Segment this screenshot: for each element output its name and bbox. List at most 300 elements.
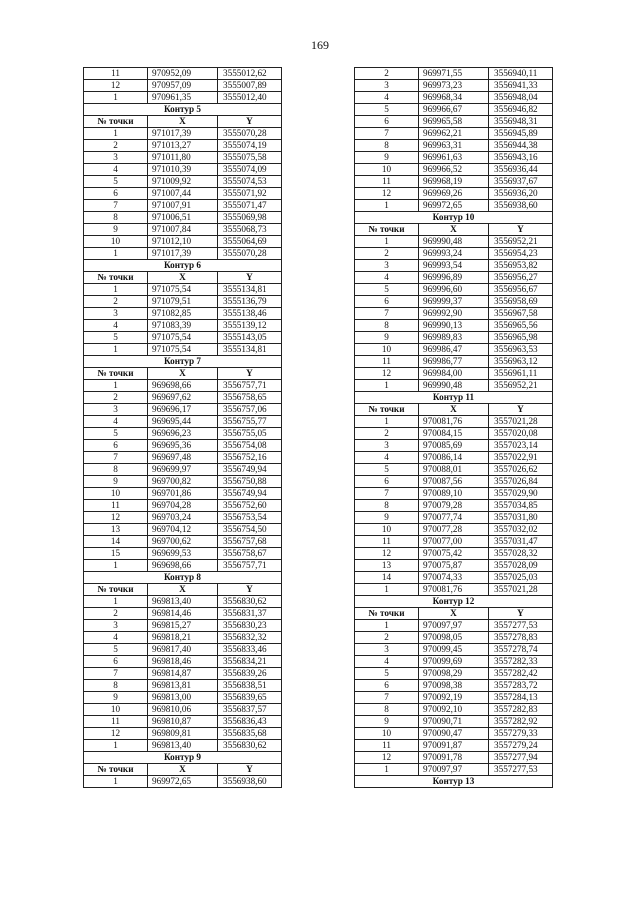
x-coordinate-cell: 969700,82 (148, 476, 218, 488)
y-coordinate-cell: 3556836,43 (218, 716, 282, 728)
x-coordinate-cell: 970079,28 (419, 500, 489, 512)
y-coordinate-cell: 3557022,91 (489, 452, 553, 464)
point-number-cell: 2 (84, 140, 148, 152)
y-coordinate-cell: 3556965,98 (489, 332, 553, 344)
y-coordinate-cell: 3555071,47 (218, 200, 282, 212)
x-coordinate-cell: 969701,86 (148, 488, 218, 500)
contour-title-row (355, 212, 553, 224)
contour-title-row (84, 104, 282, 116)
table-row (84, 128, 282, 140)
y-coordinate-cell: 3556954,23 (489, 248, 553, 260)
point-number-cell: 4 (355, 656, 419, 668)
table-row (355, 296, 553, 308)
x-coordinate-cell: 971082,85 (148, 308, 218, 320)
table-row (355, 452, 553, 464)
y-coordinate-cell: 3555071,92 (218, 188, 282, 200)
y-coordinate-cell: 3555064,69 (218, 236, 282, 248)
point-number-cell: 3 (355, 260, 419, 272)
table-row (84, 248, 282, 260)
x-coordinate-cell: 970092,19 (419, 692, 489, 704)
table-row (84, 428, 282, 440)
point-number-cell: 8 (355, 704, 419, 716)
point-number-cell: 10 (355, 164, 419, 176)
x-coordinate-cell: 969696,17 (148, 404, 218, 416)
x-coordinate-cell: 970087,56 (419, 476, 489, 488)
x-coordinate-cell: 969696,23 (148, 428, 218, 440)
x-coordinate-cell: 969704,28 (148, 500, 218, 512)
x-header: X (148, 116, 218, 128)
y-coordinate-cell: 3556938,60 (489, 200, 553, 212)
y-coordinate-cell: 3555074,19 (218, 140, 282, 152)
table-row (84, 608, 282, 620)
table-row (355, 68, 553, 80)
y-coordinate-cell: 3557031,80 (489, 512, 553, 524)
table-row (355, 428, 553, 440)
y-coordinate-cell: 3556753,54 (218, 512, 282, 524)
y-coordinate-cell: 3556936,20 (489, 188, 553, 200)
y-coordinate-cell: 3556752,16 (218, 452, 282, 464)
point-number-cell: 11 (84, 500, 148, 512)
x-coordinate-cell: 969963,31 (419, 140, 489, 152)
y-coordinate-cell: 3557282,83 (489, 704, 553, 716)
y-coordinate-cell: 3556943,16 (489, 152, 553, 164)
x-coordinate-cell: 969968,19 (419, 176, 489, 188)
table-row (355, 572, 553, 584)
table-row (355, 356, 553, 368)
table-row (355, 416, 553, 428)
y-coordinate-cell: 3556937,67 (489, 176, 553, 188)
table-row (84, 656, 282, 668)
point-number-cell: 1 (355, 620, 419, 632)
y-coordinate-cell: 3556941,33 (489, 80, 553, 92)
x-coordinate-cell: 969966,52 (419, 164, 489, 176)
table-row (355, 728, 553, 740)
table-row (84, 512, 282, 524)
point-number-cell: 5 (355, 284, 419, 296)
y-coordinate-cell: 3557028,32 (489, 548, 553, 560)
x-coordinate-cell: 969814,87 (148, 668, 218, 680)
contour-title: Контур 12 (355, 596, 553, 608)
point-number-cell: 6 (355, 680, 419, 692)
point-number-cell: 11 (84, 716, 148, 728)
y-coordinate-cell: 3556948,04 (489, 92, 553, 104)
y-coordinate-cell: 3556956,67 (489, 284, 553, 296)
y-coordinate-cell: 3557284,13 (489, 692, 553, 704)
point-number-cell: 12 (84, 728, 148, 740)
y-coordinate-cell: 3556754,08 (218, 440, 282, 452)
y-coordinate-cell: 3557277,53 (489, 620, 553, 632)
y-coordinate-cell: 3557282,92 (489, 716, 553, 728)
table-row (355, 260, 553, 272)
y-coordinate-cell: 3557021,28 (489, 584, 553, 596)
x-coordinate-cell: 969990,48 (419, 236, 489, 248)
point-number-cell: 3 (84, 620, 148, 632)
point-number-cell: 8 (84, 464, 148, 476)
point-number-cell: 5 (84, 644, 148, 656)
x-coordinate-cell: 971006,51 (148, 212, 218, 224)
table-header-row (355, 404, 553, 416)
contour-title: Контур 9 (84, 752, 282, 764)
point-number-cell: 1 (355, 764, 419, 776)
point-number-cell: 12 (355, 548, 419, 560)
point-number-cell: 9 (355, 512, 419, 524)
x-coordinate-cell: 970957,09 (148, 80, 218, 92)
x-header: X (148, 368, 218, 380)
table-row (84, 392, 282, 404)
x-coordinate-cell: 971079,51 (148, 296, 218, 308)
x-coordinate-cell: 969817,40 (148, 644, 218, 656)
y-coordinate-cell: 3556833,46 (218, 644, 282, 656)
table-row (84, 380, 282, 392)
point-number-cell: 7 (355, 692, 419, 704)
x-coordinate-cell: 971017,39 (148, 248, 218, 260)
x-coordinate-cell: 969996,60 (419, 284, 489, 296)
x-coordinate-cell: 970099,45 (419, 644, 489, 656)
x-coordinate-cell: 969695,36 (148, 440, 218, 452)
y-coordinate-cell: 3557023,14 (489, 440, 553, 452)
x-coordinate-cell: 970952,09 (148, 68, 218, 80)
y-coordinate-cell: 3556749,94 (218, 464, 282, 476)
table-row (84, 440, 282, 452)
y-header: Y (218, 764, 282, 776)
table-row (355, 548, 553, 560)
y-coordinate-cell: 3556944,38 (489, 140, 553, 152)
x-header: X (148, 584, 218, 596)
table-header-row (355, 608, 553, 620)
point-number-cell: 8 (355, 320, 419, 332)
table-row (355, 104, 553, 116)
point-number-cell: 9 (355, 332, 419, 344)
point-number-cell: 1 (355, 200, 419, 212)
point-number-cell: 1 (84, 560, 148, 572)
x-coordinate-cell: 969990,48 (419, 380, 489, 392)
point-number-cell: 5 (84, 428, 148, 440)
y-coordinate-cell: 3557032,02 (489, 524, 553, 536)
point-number-cell: 1 (84, 92, 148, 104)
y-coordinate-cell: 3557277,53 (489, 764, 553, 776)
table-row (355, 656, 553, 668)
point-number-cell: 1 (84, 344, 148, 356)
x-coordinate-cell: 969699,53 (148, 548, 218, 560)
point-number-cell: 1 (84, 740, 148, 752)
x-coordinate-cell: 970097,97 (419, 764, 489, 776)
y-coordinate-cell: 3556830,23 (218, 620, 282, 632)
table-row (355, 284, 553, 296)
table-row (355, 500, 553, 512)
x-coordinate-cell: 970098,29 (419, 668, 489, 680)
table-row (355, 188, 553, 200)
table-row (84, 536, 282, 548)
x-coordinate-cell: 970077,28 (419, 524, 489, 536)
x-coordinate-cell: 969989,83 (419, 332, 489, 344)
table-row (84, 716, 282, 728)
table-row (84, 500, 282, 512)
contour-title: Контур 10 (355, 212, 553, 224)
point-number-cell: 10 (355, 344, 419, 356)
contour-title-row (355, 596, 553, 608)
x-header: X (148, 272, 218, 284)
point-number-cell: 12 (84, 512, 148, 524)
table-row (355, 200, 553, 212)
x-coordinate-cell: 970081,76 (419, 584, 489, 596)
x-coordinate-cell: 970090,47 (419, 728, 489, 740)
y-coordinate-cell: 3557282,42 (489, 668, 553, 680)
y-coordinate-cell: 3556750,88 (218, 476, 282, 488)
table-row (84, 740, 282, 752)
table-row (84, 644, 282, 656)
table-row (355, 332, 553, 344)
point-number-cell: 4 (84, 632, 148, 644)
point-number-cell: 7 (84, 200, 148, 212)
x-coordinate-cell: 971010,39 (148, 164, 218, 176)
table-row (355, 632, 553, 644)
x-header: X (148, 764, 218, 776)
table-row (84, 560, 282, 572)
x-coordinate-cell: 971013,27 (148, 140, 218, 152)
table-header-row (84, 368, 282, 380)
table-row (84, 488, 282, 500)
table-header-row (355, 224, 553, 236)
point-number-cell: 11 (355, 740, 419, 752)
x-coordinate-cell: 969986,77 (419, 356, 489, 368)
y-coordinate-cell: 3556952,21 (489, 236, 553, 248)
y-header: Y (218, 272, 282, 284)
table-row (355, 560, 553, 572)
y-coordinate-cell: 3556839,65 (218, 692, 282, 704)
y-coordinate-cell: 3556963,53 (489, 344, 553, 356)
point-number-cell: 2 (355, 632, 419, 644)
x-header: X (419, 608, 489, 620)
x-coordinate-cell: 970098,38 (419, 680, 489, 692)
point-number-cell: 5 (84, 176, 148, 188)
x-coordinate-cell: 969813,00 (148, 692, 218, 704)
point-number-cell: 2 (355, 428, 419, 440)
y-coordinate-cell: 3555138,46 (218, 308, 282, 320)
point-number-cell: 3 (84, 308, 148, 320)
y-header: Y (489, 404, 553, 416)
y-coordinate-cell: 3555068,73 (218, 224, 282, 236)
y-coordinate-cell: 3556965,56 (489, 320, 553, 332)
point-number-cell: 10 (355, 728, 419, 740)
y-coordinate-cell: 3556758,67 (218, 548, 282, 560)
y-header: Y (218, 368, 282, 380)
x-coordinate-cell: 970081,76 (419, 416, 489, 428)
x-coordinate-cell: 969984,00 (419, 368, 489, 380)
x-coordinate-cell: 970086,14 (419, 452, 489, 464)
point-number-cell: 2 (355, 248, 419, 260)
table-row (84, 632, 282, 644)
x-coordinate-cell: 971011,80 (148, 152, 218, 164)
contour-title-row (84, 572, 282, 584)
point-number-cell: 1 (84, 128, 148, 140)
table-row (355, 512, 553, 524)
table-row (355, 692, 553, 704)
x-coordinate-cell: 969971,55 (419, 68, 489, 80)
point-number-cell: 8 (355, 500, 419, 512)
x-coordinate-cell: 971083,39 (148, 320, 218, 332)
left-coordinates-table (83, 67, 281, 788)
table-row (84, 164, 282, 176)
point-number-cell: 2 (355, 68, 419, 80)
y-coordinate-cell: 3557020,08 (489, 428, 553, 440)
point-number-cell: 5 (84, 332, 148, 344)
point-number-cell: 7 (355, 488, 419, 500)
y-coordinate-cell: 3555136,79 (218, 296, 282, 308)
table-row (84, 92, 282, 104)
y-coordinate-cell: 3555012,62 (218, 68, 282, 80)
y-coordinate-cell: 3556832,32 (218, 632, 282, 644)
x-coordinate-cell: 970099,69 (419, 656, 489, 668)
y-coordinate-cell: 3555074,53 (218, 176, 282, 188)
x-coordinate-cell: 970091,78 (419, 752, 489, 764)
y-coordinate-cell: 3556936,44 (489, 164, 553, 176)
y-coordinate-cell: 3555139,12 (218, 320, 282, 332)
point-number-cell: 9 (84, 224, 148, 236)
x-coordinate-cell: 969999,37 (419, 296, 489, 308)
table-header-row (84, 116, 282, 128)
point-number-cell: 12 (355, 368, 419, 380)
table-row (355, 440, 553, 452)
point-number-cell: 15 (84, 548, 148, 560)
point-number-cell: 1 (355, 584, 419, 596)
table-row (355, 140, 553, 152)
point-number-cell: 4 (84, 164, 148, 176)
table-row (84, 188, 282, 200)
table-row (355, 584, 553, 596)
point-number-cell: 4 (84, 416, 148, 428)
page-number: 169 (311, 38, 329, 52)
point-number-cell: 13 (84, 524, 148, 536)
table-row (355, 464, 553, 476)
point-number-header: № точки (84, 116, 148, 128)
x-coordinate-cell: 970077,00 (419, 536, 489, 548)
point-number-cell: 1 (84, 248, 148, 260)
y-coordinate-cell: 3556839,26 (218, 668, 282, 680)
y-coordinate-cell: 3557021,28 (489, 416, 553, 428)
table-row (355, 80, 553, 92)
point-number-cell: 6 (355, 296, 419, 308)
x-coordinate-cell: 969961,63 (419, 152, 489, 164)
y-coordinate-cell: 3557028,09 (489, 560, 553, 572)
x-coordinate-cell: 971009,92 (148, 176, 218, 188)
x-coordinate-cell: 969986,47 (419, 344, 489, 356)
y-coordinate-cell: 3556757,71 (218, 560, 282, 572)
y-coordinate-cell: 3555134,81 (218, 284, 282, 296)
y-coordinate-cell: 3555134,81 (218, 344, 282, 356)
point-number-cell: 5 (355, 104, 419, 116)
x-coordinate-cell: 971007,84 (148, 224, 218, 236)
point-number-cell: 2 (84, 296, 148, 308)
table-header-row (84, 584, 282, 596)
x-coordinate-cell: 970092,10 (419, 704, 489, 716)
table-row (84, 548, 282, 560)
contour-title: Контур 11 (355, 392, 553, 404)
x-coordinate-cell: 969813,81 (148, 680, 218, 692)
table-row (84, 692, 282, 704)
x-coordinate-cell: 970090,71 (419, 716, 489, 728)
table-row (355, 380, 553, 392)
y-coordinate-cell: 3557279,33 (489, 728, 553, 740)
table-row (84, 320, 282, 332)
x-coordinate-cell: 969813,40 (148, 740, 218, 752)
x-coordinate-cell: 971017,39 (148, 128, 218, 140)
y-coordinate-cell: 3557031,47 (489, 536, 553, 548)
y-coordinate-cell: 3556755,05 (218, 428, 282, 440)
x-coordinate-cell: 970075,42 (419, 548, 489, 560)
x-coordinate-cell: 970077,74 (419, 512, 489, 524)
table-row (84, 332, 282, 344)
contour-title: Контур 8 (84, 572, 282, 584)
point-number-cell: 1 (355, 236, 419, 248)
table-row (355, 116, 553, 128)
table-row (84, 236, 282, 248)
x-coordinate-cell: 970961,35 (148, 92, 218, 104)
table-row (84, 308, 282, 320)
table-row (84, 524, 282, 536)
table-row (84, 212, 282, 224)
point-number-cell: 6 (84, 188, 148, 200)
contour-title: Контур 13 (355, 776, 553, 788)
table-row (84, 80, 282, 92)
table-row (84, 680, 282, 692)
y-coordinate-cell: 3557283,72 (489, 680, 553, 692)
table-row (84, 404, 282, 416)
x-coordinate-cell: 969969,26 (419, 188, 489, 200)
point-number-header: № точки (355, 224, 419, 236)
point-number-cell: 12 (355, 188, 419, 200)
x-coordinate-cell: 969962,21 (419, 128, 489, 140)
point-number-cell: 14 (355, 572, 419, 584)
point-number-cell: 11 (355, 176, 419, 188)
y-coordinate-cell: 3555069,98 (218, 212, 282, 224)
y-coordinate-cell: 3557029,90 (489, 488, 553, 500)
point-number-cell: 8 (84, 680, 148, 692)
y-header: Y (489, 224, 553, 236)
table-row (355, 620, 553, 632)
point-number-cell: 6 (355, 116, 419, 128)
y-coordinate-cell: 3556754,50 (218, 524, 282, 536)
y-coordinate-cell: 3556757,06 (218, 404, 282, 416)
x-header: X (419, 224, 489, 236)
point-number-cell: 1 (84, 596, 148, 608)
table-row (355, 764, 553, 776)
table-row (84, 464, 282, 476)
y-coordinate-cell: 3556948,31 (489, 116, 553, 128)
x-coordinate-cell: 969992,90 (419, 308, 489, 320)
y-coordinate-cell: 3555075,58 (218, 152, 282, 164)
x-coordinate-cell: 970075,87 (419, 560, 489, 572)
table-row (355, 92, 553, 104)
x-coordinate-cell: 969993,54 (419, 260, 489, 272)
contour-title: Контур 6 (84, 260, 282, 272)
x-coordinate-cell: 969990,13 (419, 320, 489, 332)
contour-title-row (84, 752, 282, 764)
y-coordinate-cell: 3556958,69 (489, 296, 553, 308)
point-number-cell: 4 (355, 452, 419, 464)
point-number-cell: 1 (355, 380, 419, 392)
point-number-cell: 4 (84, 320, 148, 332)
y-coordinate-cell: 3556956,27 (489, 272, 553, 284)
table-row (355, 272, 553, 284)
point-number-cell: 7 (84, 668, 148, 680)
point-number-cell: 10 (84, 704, 148, 716)
y-header: Y (218, 584, 282, 596)
point-number-cell: 11 (84, 68, 148, 80)
x-coordinate-cell: 969698,66 (148, 380, 218, 392)
table-row (84, 668, 282, 680)
point-number-header: № точки (84, 272, 148, 284)
right-coordinates-table (354, 67, 552, 788)
